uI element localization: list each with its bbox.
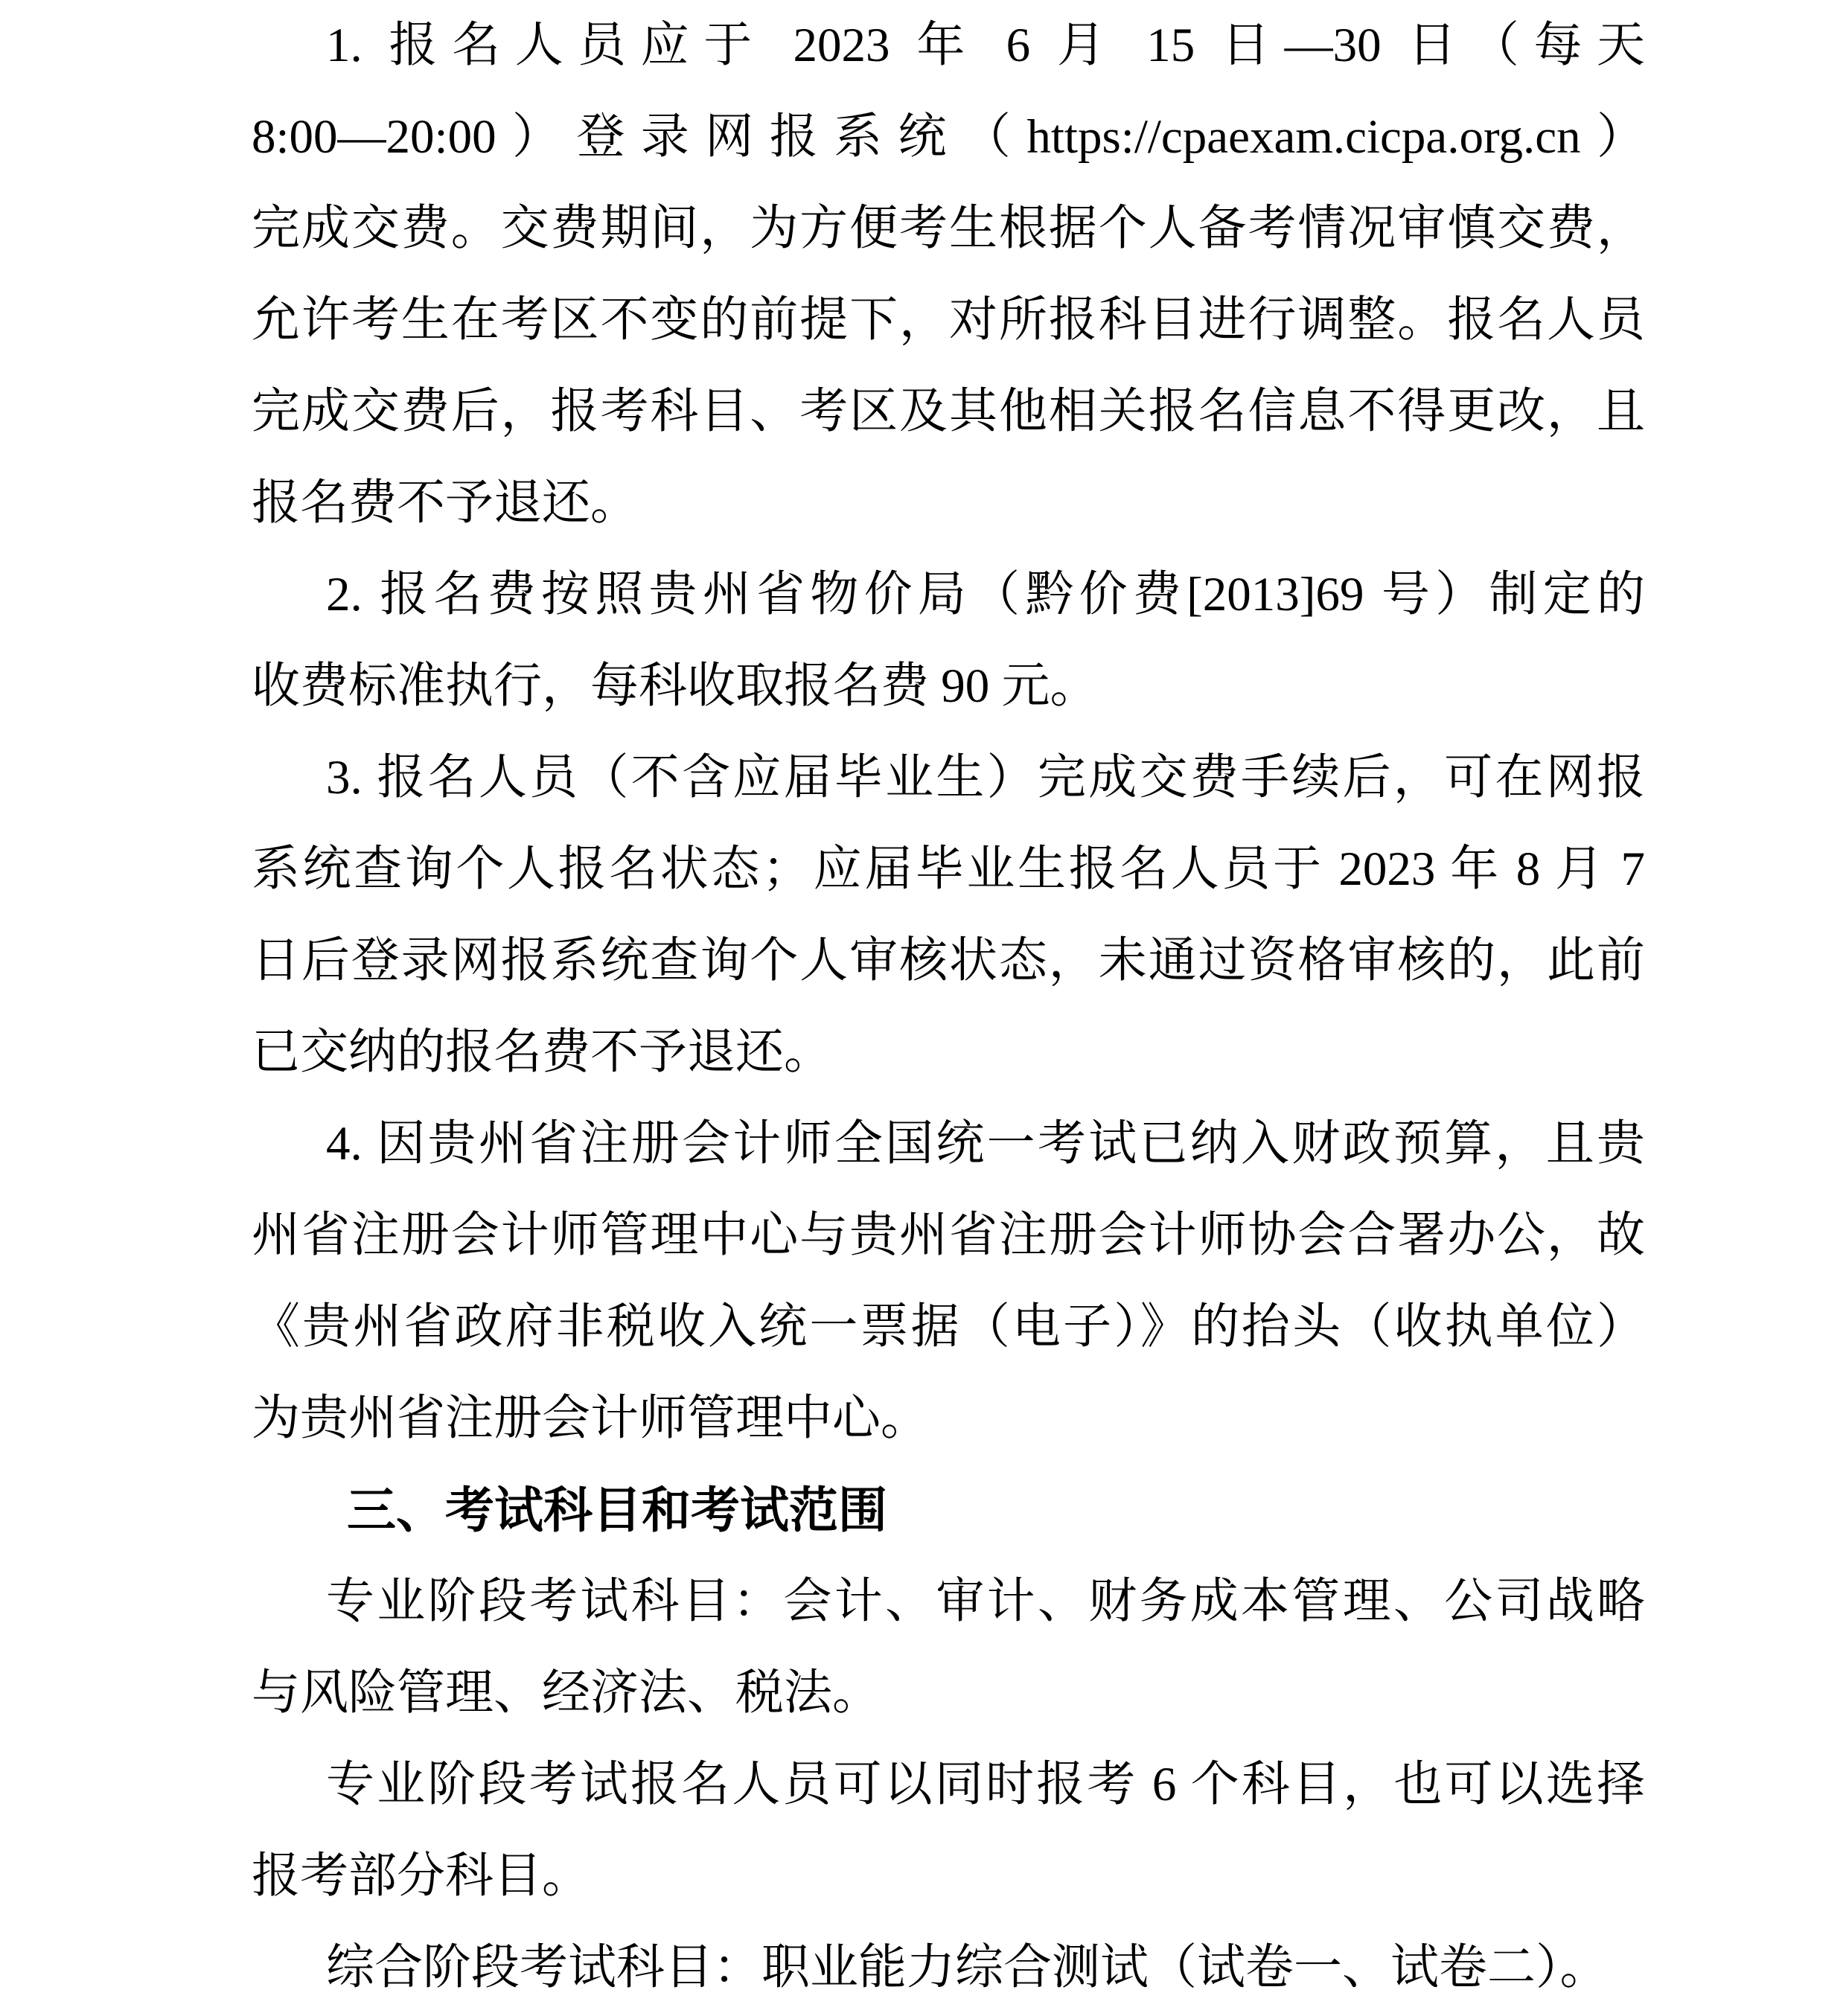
paragraph-line: 报名费不予退还。 bbox=[252, 476, 639, 530]
paragraph-line: 《贵州省政府非税收入统一票据（电子）》的抬头（收执单位） bbox=[252, 1300, 1645, 1354]
paragraph-line: 1. 报名人员应于 2023 年 6 月 15 日—30 日（每天 bbox=[326, 19, 1645, 72]
paragraph-line: 3. 报名人员（不含应届毕业生）完成交费手续后，可在网报 bbox=[326, 751, 1645, 804]
paragraph-line: 系统查询个人报名状态；应届毕业生报名人员于 2023 年 8 月 7 bbox=[252, 842, 1645, 896]
section-heading: 三、考试科目和考试范围 bbox=[347, 1482, 887, 1537]
paragraph-line: 完成交费。交费期间，为方便考生根据个人备考情况审慎交费， bbox=[252, 202, 1645, 255]
paragraph-line: 综合阶段考试科目：职业能力综合测试（试卷一、试卷二）。 bbox=[326, 1941, 1609, 1994]
paragraph-line: 已交纳的报名费不予退还。 bbox=[252, 1025, 833, 1079]
paragraph-line: 2. 报名费按照贵州省物价局（黔价费[2013]69 号）制定的 bbox=[326, 568, 1645, 621]
document-text-block bbox=[252, 0, 1645, 2014]
paragraph-line: 与风险管理、经济法、税法。 bbox=[252, 1666, 881, 1720]
paragraph-line: 专业阶段考试科目：会计、审计、财务成本管理、公司战略 bbox=[326, 1575, 1645, 1628]
paragraph-line: 专业阶段考试报名人员可以同时报考 6 个科目，也可以选择 bbox=[326, 1758, 1645, 1811]
paragraph-line: 收费标准执行，每科收取报名费 90 元。 bbox=[252, 659, 1099, 713]
paragraph-line: 州省注册会计师管理中心与贵州省注册会计师协会合署办公，故 bbox=[252, 1209, 1645, 1262]
paragraph-line: 为贵州省注册会计师管理中心。 bbox=[252, 1392, 930, 1445]
paragraph-line: 报考部分科目。 bbox=[252, 1849, 591, 1903]
paragraph-line: 日后登录网报系统查询个人审核状态，未通过资格审核的，此前 bbox=[252, 934, 1645, 988]
paragraph-line: 8:00—20:00）登录网报系统（https://cpaexam.cicpa.org.cn） bbox=[252, 110, 1645, 164]
paragraph-line: 允许考生在考区不变的前提下，对所报科目进行调整。报名人员 bbox=[252, 293, 1645, 347]
paragraph-line: 4. 因贵州省注册会计师全国统一考试已纳入财政预算，且贵 bbox=[326, 1117, 1645, 1171]
paragraph-line: 完成交费后，报考科目、考区及其他相关报名信息不得更改，且 bbox=[252, 385, 1645, 438]
